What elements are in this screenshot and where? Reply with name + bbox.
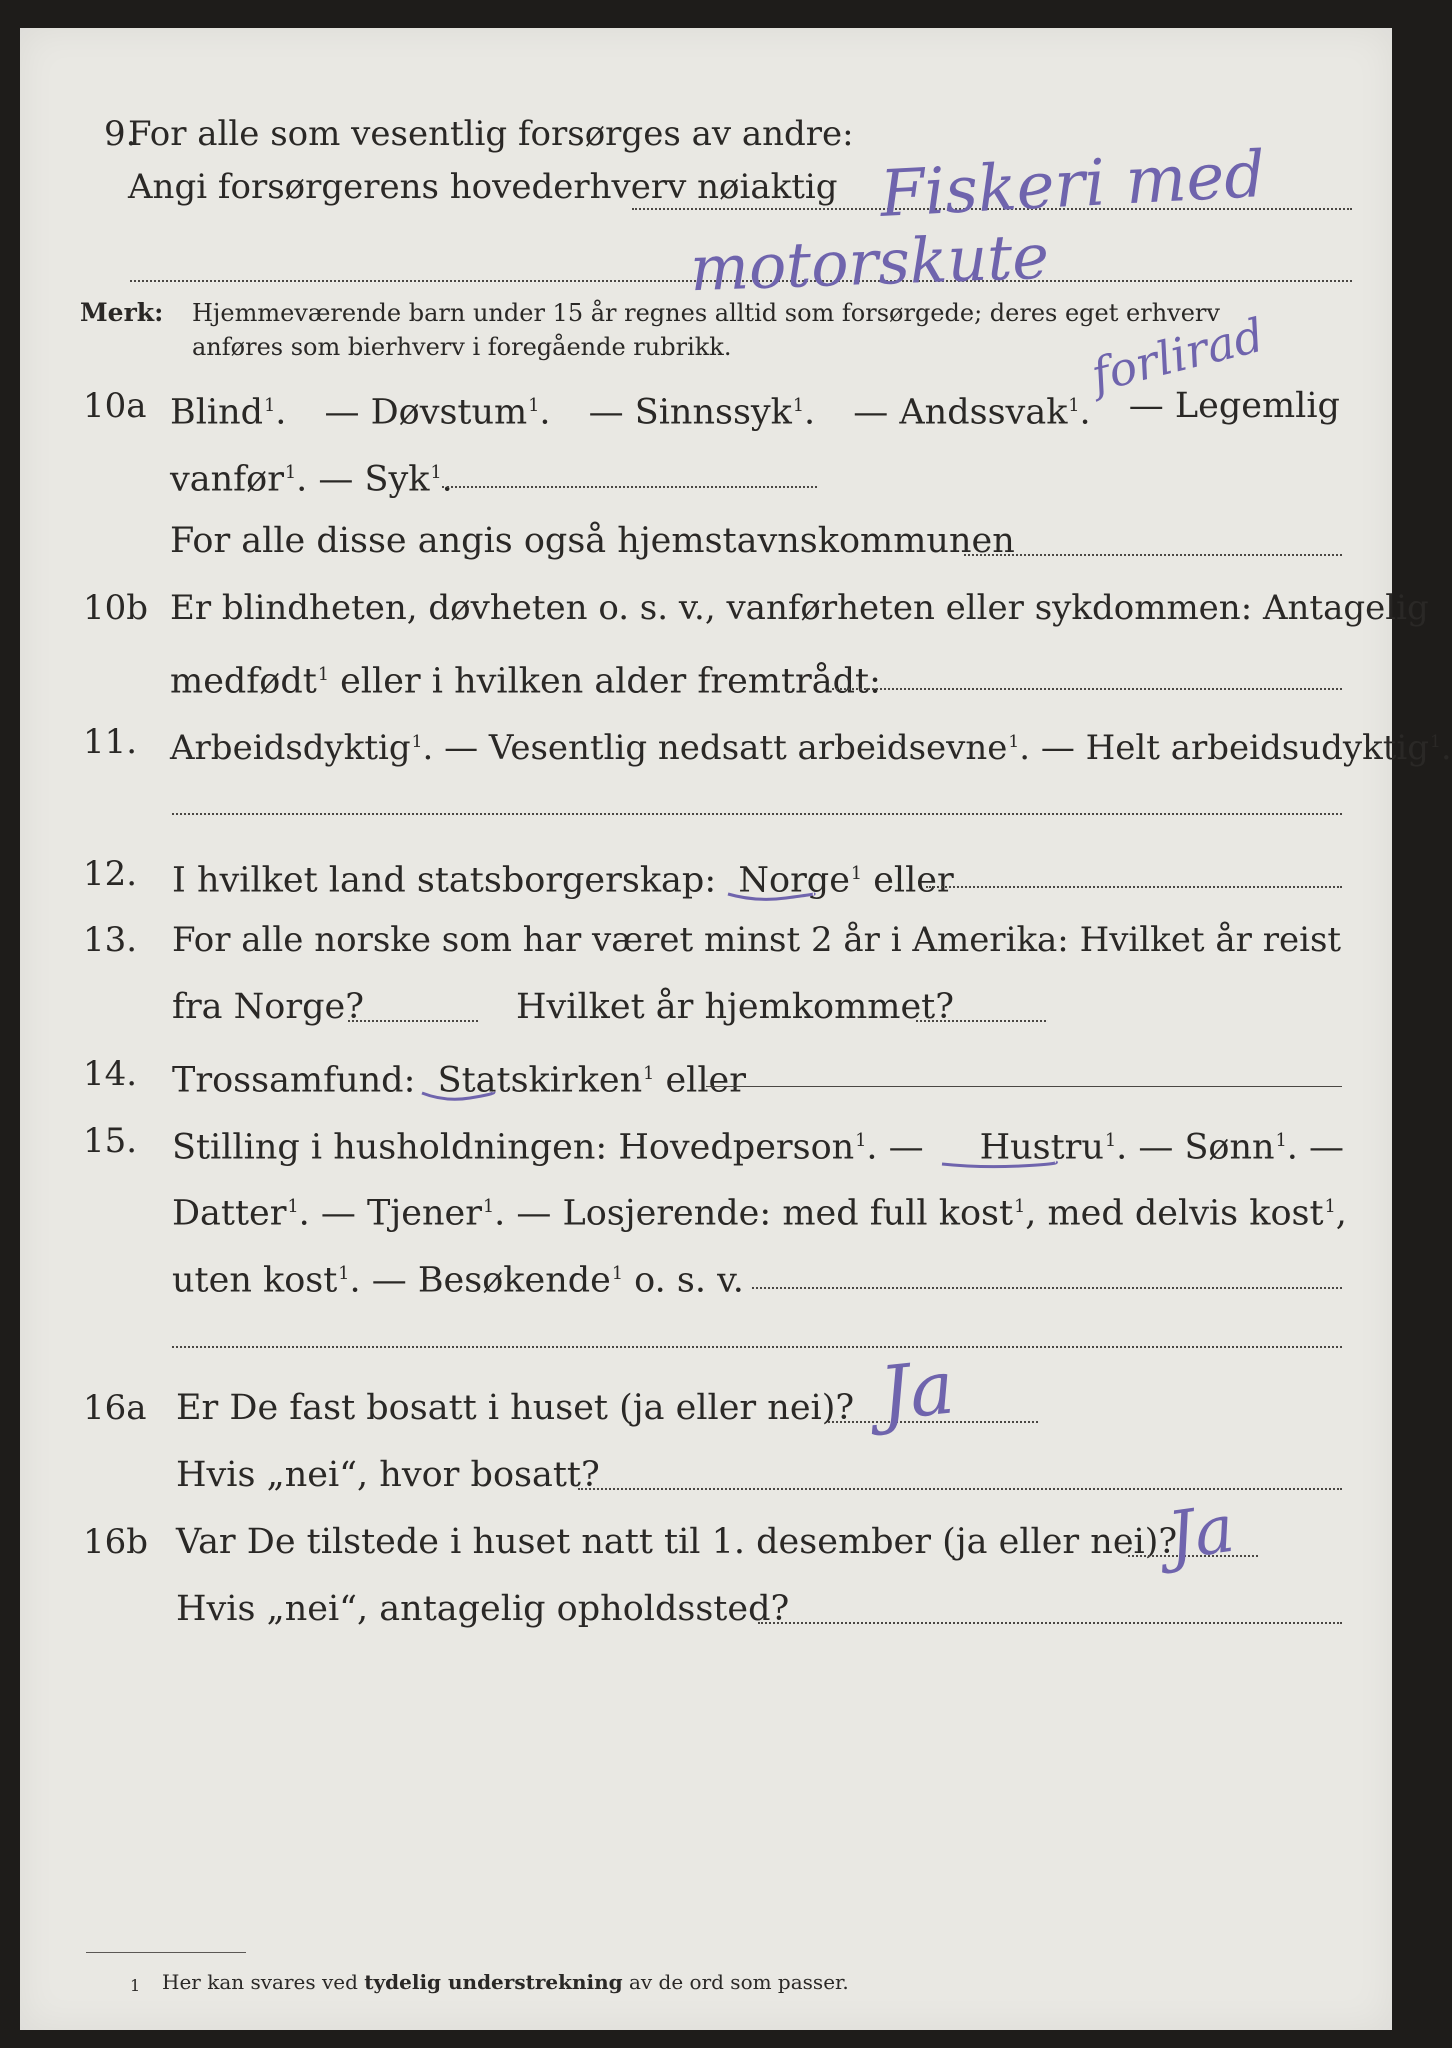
q10a-line1 <box>170 386 1340 432</box>
q16b-line2: Hvis „nei“, antagelig opholdssted? <box>176 1589 790 1629</box>
q9-question-line1: For alle som vesentlig forsørges av andre: <box>128 114 854 154</box>
q16b-handwritten-answer: Ja <box>1162 1489 1239 1576</box>
q16a-line2: Hvis „nei“, hvor bosatt? <box>176 1455 600 1495</box>
q13-line1: For alle norske som har været minst 2 år i Amerika: Hvilket år reist <box>172 920 1342 960</box>
q9-handwritten-answer-line1: Fiskeri med <box>878 137 1267 233</box>
q13-line2b: Hvilket år hjemkommet? <box>516 987 955 1027</box>
q15-line2: Datter$^1$. — Tjener$^1$. — Losjerende: med full kost$^1$, med delvis kost$^1$, <box>172 1193 1347 1234</box>
merk-label: Merk: <box>80 298 164 327</box>
q10a-option-blind: Blind$^1$. <box>170 392 287 433</box>
q10a-option-dovstum: — Døvstum$^1$. <box>324 392 551 433</box>
q13-line2a: fra Norge? <box>172 987 364 1027</box>
q15-underline-mark <box>940 1156 1058 1172</box>
q10a-line3: For alle disse angis også hjemstavnskommunen <box>170 521 1015 561</box>
merk-text-line2: anføres som bierhverv i foregående rubrikk. <box>192 333 732 361</box>
q10a-line2: vanfør$^1$. — Syk$^1$. <box>170 459 453 500</box>
q10a-option-andssvak: — Andssvak$^1$. <box>853 392 1091 433</box>
q14-option-statskirken: Statskirken <box>437 1060 643 1101</box>
q9-handwritten-note: forlirad <box>1086 307 1269 403</box>
q14-number: 14. <box>83 1054 138 1094</box>
q12-line: I hvilket land statsborgerskap: Norge$^1$ eller <box>172 860 954 901</box>
q10a-answer-line2 <box>964 554 1342 556</box>
q14-line: Trossamfund: Statskirken$^1$ eller <box>172 1060 746 1101</box>
q14-underline-mark <box>420 1088 496 1104</box>
q12-answer-line <box>926 886 1342 888</box>
merk-text-line1: Hjemmeværende barn under 15 år regnes alltid som forsørgede; deres eget erhverv <box>192 299 1220 327</box>
q16a-handwritten-answer: Ja <box>875 1344 959 1438</box>
q10a-answer-line1 <box>442 486 817 488</box>
q10b-number: 10b <box>83 588 149 628</box>
q14-answer-line <box>706 1086 1342 1087</box>
q11-line: Arbeidsdyktig$^1$. — Vesentlig nedsatt arbeidsevne$^1$. — Helt arbeidsudyktig$^1$. <box>170 727 1452 768</box>
census-form-page <box>20 28 1452 2030</box>
footnote-text: Her kan svares ved tydelig understrekning av de ord som passer. <box>162 1970 849 1994</box>
footnote-separator <box>86 1952 246 1953</box>
footnote-marker: 1 <box>130 1976 141 1995</box>
q10b-answer-line <box>832 688 1342 690</box>
q9-number: 9. <box>104 114 137 154</box>
q10a-number: 10a <box>83 386 147 426</box>
q13-departure-year-line <box>348 1020 478 1022</box>
q15-answer-line1 <box>752 1287 1342 1289</box>
q10b-line2: medfødt$^1$ eller i hvilken alder fremtrådt: <box>170 661 881 702</box>
q11-answer-line <box>172 813 1342 815</box>
q15-option-hustru: Hustru <box>979 1127 1104 1168</box>
q16b-line1: Var De tilstede i huset natt til 1. desember (ja eller nei)? <box>176 1522 1178 1562</box>
q13-return-year-line <box>916 1020 1046 1022</box>
q16a-number: 16a <box>83 1388 147 1428</box>
q9-question-line2: Angi forsørgerens hovederhverv nøiaktig <box>128 167 838 207</box>
q15-line1: Stilling i husholdningen: Hovedperson$^1$. — Hustru$^1$. — Sønn$^1$. — <box>172 1127 1344 1168</box>
q16a-line1: Er De fast bosatt i huset (ja eller nei)? <box>176 1388 855 1428</box>
q10b-line1: Er blindheten, døvheten o. s. v., vanførheten eller sykdommen: Antagelig <box>170 588 1429 628</box>
q12-option-norge: Norge <box>738 860 850 901</box>
q15-number: 15. <box>83 1121 138 1161</box>
q11-number: 11. <box>83 722 138 762</box>
q16b-location-line <box>758 1622 1342 1624</box>
q10a-option-legemlig: — Legemlig <box>1128 386 1340 426</box>
q16b-number: 16b <box>83 1522 149 1562</box>
q12-underline-mark <box>726 888 816 904</box>
q9-handwritten-answer-line2: motorskute <box>688 219 1051 306</box>
q15-line3: uten kost$^1$. — Besøkende$^1$ o. s. v. <box>172 1260 744 1301</box>
q13-number: 13. <box>83 920 138 960</box>
q10a-option-sinnssyk: — Sinnssyk$^1$. <box>588 392 816 433</box>
q12-number: 12. <box>83 854 138 894</box>
q15-answer-line2 <box>172 1346 1342 1348</box>
